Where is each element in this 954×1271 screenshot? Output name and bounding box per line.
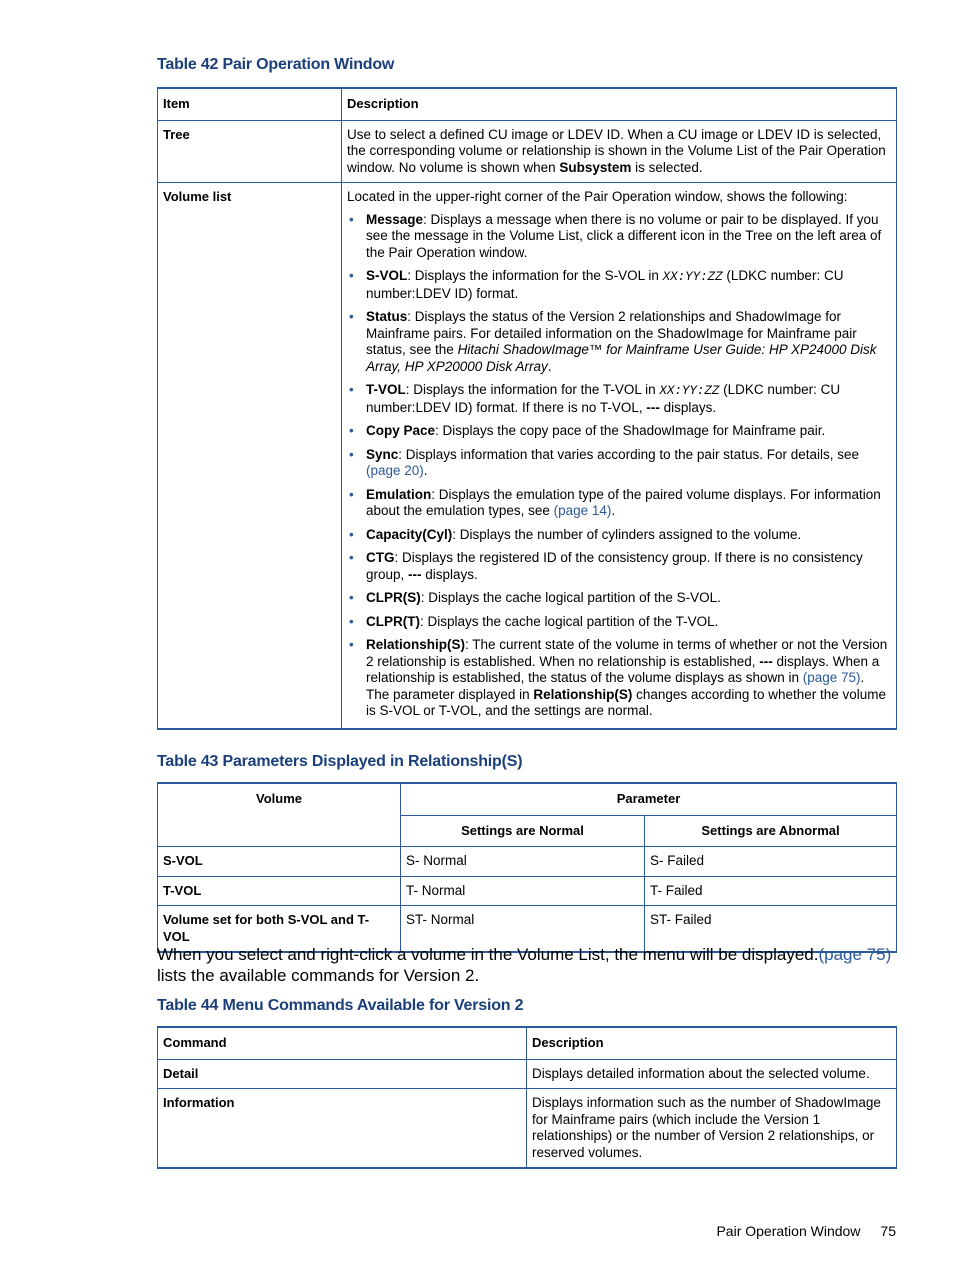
row-item-volume-list: Volume list: [158, 183, 342, 729]
table-42: [157, 87, 897, 730]
page-number: 75: [880, 1223, 896, 1239]
volume-list-fields: [347, 212, 891, 720]
list-item: • Status: Displays the status of the Version 2 relationships and ShadowImage for Mainframe pairs. For detailed information on the ShadowImage for Mainframe pair status, see the Hitachi ShadowImage™ for Mainframe User Guide: HP XP24000 Disk Array, HP XP20000 Disk Array.: [366, 309, 891, 375]
table-header-row: [158, 88, 897, 120]
column-header-abnormal: Settings are Abnormal: [645, 815, 897, 847]
row-normal: S- Normal: [401, 847, 645, 877]
list-item: • CLPR(T): Displays the cache logical partition of the T-VOL.: [366, 614, 891, 631]
column-header-item: Item: [158, 88, 342, 120]
column-header-description: Description: [342, 88, 897, 120]
body-paragraph: When you select and right-click a volume in the Volume List, the menu will be displayed.(page 75) lists the available commands for Version 2.: [157, 945, 892, 985]
row-volume: T-VOL: [158, 876, 401, 906]
page-link[interactable]: (page 14): [553, 503, 612, 518]
page-link[interactable]: (page 20): [366, 463, 424, 478]
page-footer: [716, 1223, 896, 1239]
column-header-command: Command: [158, 1027, 527, 1059]
column-header-normal: Settings are Normal: [401, 815, 645, 847]
row-volume: S-VOL: [158, 847, 401, 877]
row-normal: ST- Normal: [401, 906, 645, 953]
table-row: [158, 847, 897, 877]
row-normal: T- Normal: [401, 876, 645, 906]
table-44: [157, 1026, 897, 1169]
column-header-parameter: Parameter: [401, 783, 897, 815]
list-item: • T-VOL: Displays the information for the T-VOL in XX:YY:ZZ (LDKC number: CU number:LDEV ID) format. If there is no T-VOL, --- displays.: [366, 382, 891, 416]
list-item: • Sync: Displays information that varies according to the pair status. For details, see (page 20).: [366, 447, 891, 480]
row-command: Detail: [158, 1059, 527, 1089]
row-description: Displays detailed information about the selected volume.: [527, 1059, 897, 1089]
table-44-caption: Table 44 Menu Commands Available for Version 2: [157, 997, 524, 1014]
table-42-caption: Table 42 Pair Operation Window: [157, 56, 395, 73]
row-abnormal: T- Failed: [645, 876, 897, 906]
column-header-volume: Volume: [158, 783, 401, 847]
row-abnormal: S- Failed: [645, 847, 897, 877]
row-abnormal: ST- Failed: [645, 906, 897, 953]
list-item: • CLPR(S): Displays the cache logical partition of the S-VOL.: [366, 590, 891, 607]
list-item: • Copy Pace: Displays the copy pace of the ShadowImage for Mainframe pair.: [366, 423, 891, 440]
row-command: Information: [158, 1089, 527, 1169]
row-volume: Volume set for both S-VOL and T-VOL: [158, 906, 401, 953]
row-description-tree: Use to select a defined CU image or LDEV ID. When a CU image or LDEV ID is selected, the corresponding volume or relationship is shown in the Volume List of the Pair Operation window. No volume is shown when Subsystem is selected.: [342, 120, 897, 183]
list-item: • Relationship(S): The current state of the volume in terms of whether or not the Version 2 relationship is established. When no relationship is established, --- displays. When a relationship is established, the status of the volume displays as shown in (page 75). The parameter displayed in Relationship(S) changes according to whether the volume is S-VOL or T-VOL, and the settings are normal.: [366, 637, 891, 720]
table-header-row: [158, 1027, 897, 1059]
row-description-volume-list: [342, 183, 897, 729]
page-link[interactable]: (page 75): [818, 945, 892, 964]
list-item: • Emulation: Displays the emulation type of the paired volume displays. For information about the emulation types, see (page 14).: [366, 487, 891, 520]
table-row: [158, 120, 897, 183]
table-row: [158, 1059, 897, 1089]
list-item: • S-VOL: Displays the information for the S-VOL in XX:YY:ZZ (LDKC number: CU number:LDEV ID) format.: [366, 268, 891, 302]
table-row: [158, 183, 897, 729]
row-description: Displays information such as the number of ShadowImage for Mainframe pairs (which include the Version 1 relationships) or the number of Version 2 relationships, or reserved volumes.: [527, 1089, 897, 1169]
list-item: • Message: Displays a message when there is no volume or pair to be displayed. If you see the message in the Volume List, click a different icon in the Tree on the left area of the Pair Operation window.: [366, 212, 891, 262]
table-43-caption: Table 43 Parameters Displayed in Relationship(S): [157, 753, 523, 770]
page-link[interactable]: (page 75): [802, 670, 861, 685]
footer-section-title: Pair Operation Window: [716, 1223, 861, 1239]
table-header-row: [158, 783, 897, 815]
column-header-description: Description: [527, 1027, 897, 1059]
table-row: [158, 876, 897, 906]
row-item-tree: Tree: [158, 120, 342, 183]
volume-list-intro: Located in the upper-right corner of the Pair Operation window, shows the following:: [347, 189, 848, 204]
list-item: • CTG: Displays the registered ID of the consistency group. If there is no consistency group, --- displays.: [366, 550, 891, 583]
table-row: [158, 1089, 897, 1169]
table-43: [157, 782, 897, 953]
list-item: • Capacity(Cyl): Displays the number of cylinders assigned to the volume.: [366, 527, 891, 544]
